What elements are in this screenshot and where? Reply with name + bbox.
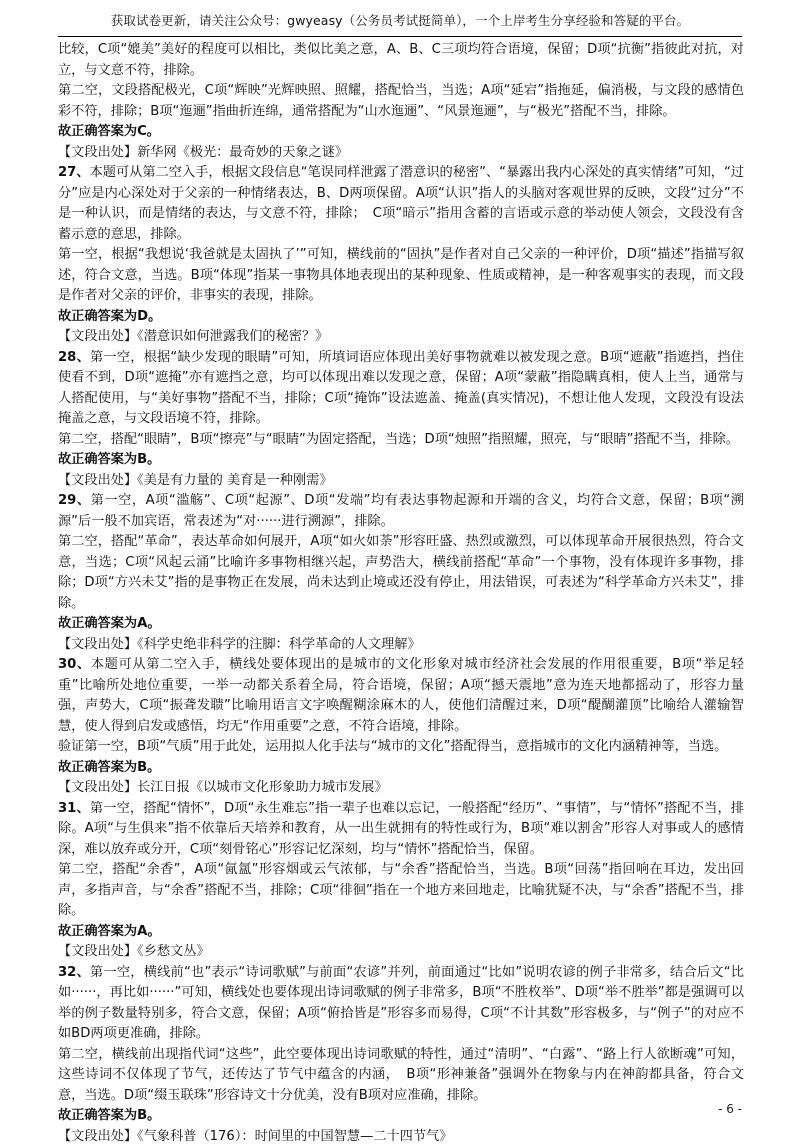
question-number: 30、 <box>58 657 91 672</box>
passage-source: 【文段出处】《美是有力量的 美育是一种刚需》 <box>58 471 744 492</box>
header-divider <box>58 36 742 37</box>
question-explanation <box>58 655 744 737</box>
passage-source: 【文段出处】《科学史绝非科学的注脚：科学革命的人文理解》 <box>58 635 744 656</box>
correct-answer: 故正确答案为A。 <box>58 922 744 943</box>
correct-answer: 故正确答案为B。 <box>58 758 744 779</box>
explanation-paragraph: 第二空，搭配“眼睛”，B项“擦亮”与“眼睛”为固定搭配，当选；D项“烛照”指照耀，照亮，与“眼睛”搭配不当，排除。 <box>58 430 744 451</box>
explanation-text: 本题可从第二空入手，横线处要体现出的是城市的文化形象对城市经济社会发展的作用很重要，B项“举足轻重”比喻所处地位重要，一举一动都关系着全局，符合语境，保留；A项“撼天震地”意为连天地都摇动了，形容力量强，声势大，C项“振聋发聩”比喻用语言文字唤醒糊涂麻木的人，使他们清醒过来，D项“醍醐灌顶”比喻给人灌输智慧，使人得到启发或感悟，均无“作用重要”之意，不符合语境，排除。 <box>58 657 744 734</box>
page-number: - 6 - <box>718 1102 742 1116</box>
explanation-paragraph: 验证第一空，B项“气质”用于此处，运用拟人化手法与“城市的文化”搭配得当，意指城市的文化内涵精神等，当选。 <box>58 737 744 758</box>
correct-answer: 故正确答案为C。 <box>58 122 744 143</box>
passage-source: 【文段出处】《乡愁文丛》 <box>58 942 744 963</box>
document-body <box>58 40 744 1147</box>
question-explanation <box>58 491 744 532</box>
explanation-text: 第一空，根据“缺少发现的眼睛”可知，所填词语应体现出美好事物就难以被发现之意。B项“遮蔽”指遮挡，挡住使看不到，D项“遮掩”亦有遮挡之意，均可以体现出难以发现之意，保留；A项“蒙蔽”指隐瞒真相，使人上当，通常与人搭配使用，与“美好事物”搭配不当，排除；C项“掩饰”设法遮盖、掩盖(真实情况)，不想让他人发现，文段没有设法掩盖之意，与文段语境不符，排除。 <box>58 350 744 427</box>
correct-answer: 故正确答案为B。 <box>58 1106 744 1127</box>
question-number: 28、 <box>58 350 90 365</box>
correct-answer: 故正确答案为B。 <box>58 450 744 471</box>
explanation-paragraph: 比较，C项“媲美”美好的程度可以相比，类似比美之意，A、B、C三项均符合语境，保留；D项“抗衡”指彼此对抗，对立，与文意不符，排除。 <box>58 40 744 81</box>
explanation-text: 第一空，横线前“也”表示“诗词歌赋”与前面“农谚”并列，前面通过“比如”说明农谚的例子非常多，结合后文“比如······，再比如······”可知，横线处也要体现出诗词歌赋的例子非常多，B项“不胜枚举”、D项“举不胜举”都是强调可以举的例子数量特别多，符合文意，保留；A项“俯拾皆是”形容多而易得，C项“不计其数”形容极多，与“例子”的对应不如BD两项更准确，排除。 <box>58 965 744 1042</box>
question-explanation <box>58 963 744 1045</box>
question-number: 29、 <box>58 493 91 508</box>
passage-source: 【文段出处】长江日报《以城市文化形象助力城市发展》 <box>58 778 744 799</box>
question-explanation <box>58 348 744 430</box>
explanation-paragraph: 第二空，搭配“余香”，A项“氤氲”形容烟或云气浓郁，与“余香”搭配恰当，当选。B项“回荡”指回响在耳边，发出回声，多指声音，与“余香”搭配不当，排除；C项“徘徊”指在一个地方来回地走，比喻犹疑不决，与“余香”搭配不当，排除。 <box>58 860 744 922</box>
question-number: 27、 <box>58 165 90 180</box>
question-explanation <box>58 163 744 245</box>
question-number: 31、 <box>58 801 90 816</box>
header-notice: 获取试卷更新，请关注公众号：gwyeasy（公务员考试挺简单），一个上岸考生分享经验和答疑的平台。 <box>0 11 800 29</box>
passage-source: 【文段出处】《气象科普（176）：时间里的中国智慧—二十四节气》 <box>58 1127 744 1147</box>
passage-source: 【文段出处】新华网《极光：最奇妙的天象之谜》 <box>58 143 744 164</box>
passage-source: 【文段出处】《潜意识如何泄露我们的秘密？》 <box>58 327 744 348</box>
explanation-paragraph: 第一空，根据“我想说‘我爸就是太固执了’”可知，横线前的“固执”是作者对自己父亲的一种评价，D项“描述”指描写叙述，符合文意，当选。B项“体现”指某一事物具体地表现出的某种现象、性质或精神，是一种客观事实的表现，而文段是作者对父亲的评价，非事实的表现，排除。 <box>58 245 744 307</box>
explanation-text: 第一空，搭配“情怀”，D项“永生难忘”指一辈子也难以忘记，一般搭配“经历”、“事情”，与“情怀”搭配不当，排除。A项“与生俱来”指不依靠后天培养和教育，从一出生就拥有的特性或行为，B项“难以割舍”形容人对事或人的感情深，难以放弃或分开，C项“刻骨铭心”形容记忆深刻，均与“情怀”搭配恰当，保留。 <box>58 801 744 857</box>
explanation-paragraph: 第二空，搭配“革命”，表达革命如何展开，A项“如火如荼”形容旺盛、热烈或激烈，可以体现革命开展很热烈，符合文意，当选；C项“风起云涌”比喻许多事物相继兴起，声势浩大，横线前搭配“革命”一个事物，没有体现许多事物，排除；D项“方兴未艾”指的是事物正在发展，尚未达到止境或还没有停止，用法错误，可表述为“科学革命方兴未艾”，排除。 <box>58 532 744 614</box>
explanation-paragraph: 第二空，横线前出现指代词“这些”，此空要体现出诗词歌赋的特性，通过“清明”、“白露”、“路上行人欲断魂”可知，这些诗词不仅体现了节气，还传达了节气中蕴含的内涵， B项“形神兼备”强调外在物象与内在神韵都具备，符合文意，当选。D项“缀玉联珠”形容诗文十分优美，没有B项对应准确，排除。 <box>58 1045 744 1107</box>
question-number: 32、 <box>58 965 90 980</box>
page-header <box>0 0 800 40</box>
question-explanation <box>58 799 744 861</box>
explanation-text: 第一空，A项“滥觞”、C项“起源”、D项“发端”均有表达事物起源和开端的含义，均符合文意，保留；B项“溯源”后一般不加宾语，常表述为“对······进行溯源”，排除。 <box>58 493 744 529</box>
correct-answer: 故正确答案为D。 <box>58 307 744 328</box>
explanation-text: 本题可从第二空入手，根据文段信息“笔误同样泄露了潜意识的秘密”、“暴露出我内心深处的真实情绪”可知，“过分”应是内心深处对于父亲的一种情绪表达，B、D两项保留。A项“认识”指人的头脑对客观世界的反映，文段“过分”不是一种认识，而是情绪的表达，与文意不符，排除； C项“暗示”指用含蓄的言语或示意的举动使人领会，文段没有含蓄示意的意思，排除。 <box>58 165 744 242</box>
explanation-paragraph: 第二空，文段搭配极光，C项“辉映”光辉映照、照耀，搭配恰当，当选；A项“延宕”指拖延，偏消极，与文段的感情色彩不符，排除；B项“迤逦”指曲折连绵，通常搭配为“山水迤逦”、“风景迤逦”，与“极光”搭配不当，排除。 <box>58 81 744 122</box>
correct-answer: 故正确答案为A。 <box>58 614 744 635</box>
